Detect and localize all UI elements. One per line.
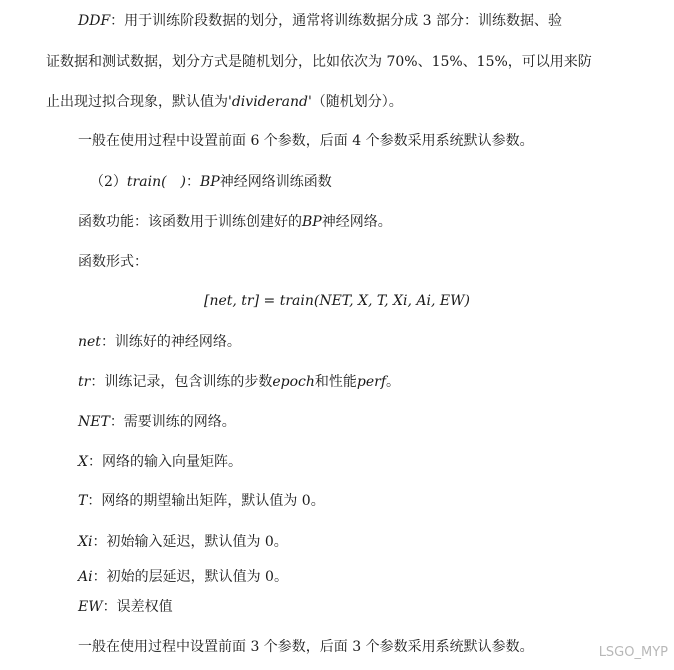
param-desc-post: 。 [386,374,400,390]
param-desc-mid: 和性能 [314,374,357,390]
section-2-func: train( ) [126,174,187,190]
train-formula-text: [net, tr] = train(NET, X, T, Xi, Ai, EW) [204,293,470,309]
param-desc: ：训练好的神经网络。 [100,334,241,350]
param-note-1-text: 一般在使用过程中设置前面 6 个参数，后面 4 个参数采用系统默认参数。 [78,133,534,149]
ddf-line1-text: ：用于训练阶段数据的划分，通常将训练数据分成 3 部分：训练数据、验 [110,13,562,29]
ddf-line3-post: （随机划分）。 [311,94,403,110]
param-term: X [78,454,88,470]
param-term: T [78,493,88,509]
function-description-bp: BP [302,214,322,230]
param-desc: ：初始的层延迟，默认值为 0。 [92,569,288,585]
function-description-pre: 函数功能：该函数用于训练创建好的 [78,214,302,230]
param-Xi [78,532,288,552]
param-note-2-text: 一般在使用过程中设置前面 3 个参数，后面 3 个参数采用系统默认参数。 [78,639,534,655]
function-form-label-text: 函数形式： [78,254,148,270]
ddf-line-1 [78,11,562,31]
section-2-rest: 神经网络训练函数 [219,174,332,190]
section-2-sep: ： [186,174,201,190]
ddf-line-3 [46,92,403,112]
param-term: EW [78,599,103,615]
param-note-2 [78,637,534,657]
function-description-post: 神经网络。 [321,214,392,230]
ddf-line3-math: 'dividerand' [228,94,312,110]
param-perf: perf [356,374,386,390]
watermark: LSGO_MYP [598,645,668,660]
param-desc: ：需要训练的网络。 [109,414,236,430]
section-2-num: （2） [90,174,127,190]
ddf-line-2 [46,52,592,72]
ddf-line3-pre: 止出现过拟合现象，默认值为 [46,94,228,110]
train-formula [204,291,470,311]
param-net [78,332,241,352]
param-tr [78,372,400,392]
section-2-heading [90,172,332,192]
param-term: Xi [78,534,93,550]
param-EW [78,597,173,617]
param-Ai [78,567,288,587]
param-note-1 [78,131,534,151]
param-desc: ：初始输入延迟，默认值为 0。 [92,534,288,550]
param-desc: ：误差权值 [102,599,173,615]
param-epoch: epoch [272,374,315,390]
ddf-line2-text: 证数据和测试数据，划分方式是随机划分，比如依次为 70%、15%、15%，可以用来防 [46,54,592,70]
section-2-bp: BP [200,174,220,190]
function-form-label [78,252,148,272]
param-term: net [78,334,101,350]
param-term: Ai [78,569,93,585]
param-desc: ：网络的输入向量矩阵。 [87,454,242,470]
function-description [78,212,392,232]
param-T [78,491,325,511]
param-X [78,452,242,472]
param-term: NET [78,414,110,430]
param-term: tr [78,374,91,390]
param-desc-pre: ：训练记录，包含训练的步数 [90,374,273,390]
param-desc: ：网络的期望输出矩阵，默认值为 0。 [87,493,325,509]
ddf-term: DDF [78,13,111,29]
param-NET [78,412,236,432]
